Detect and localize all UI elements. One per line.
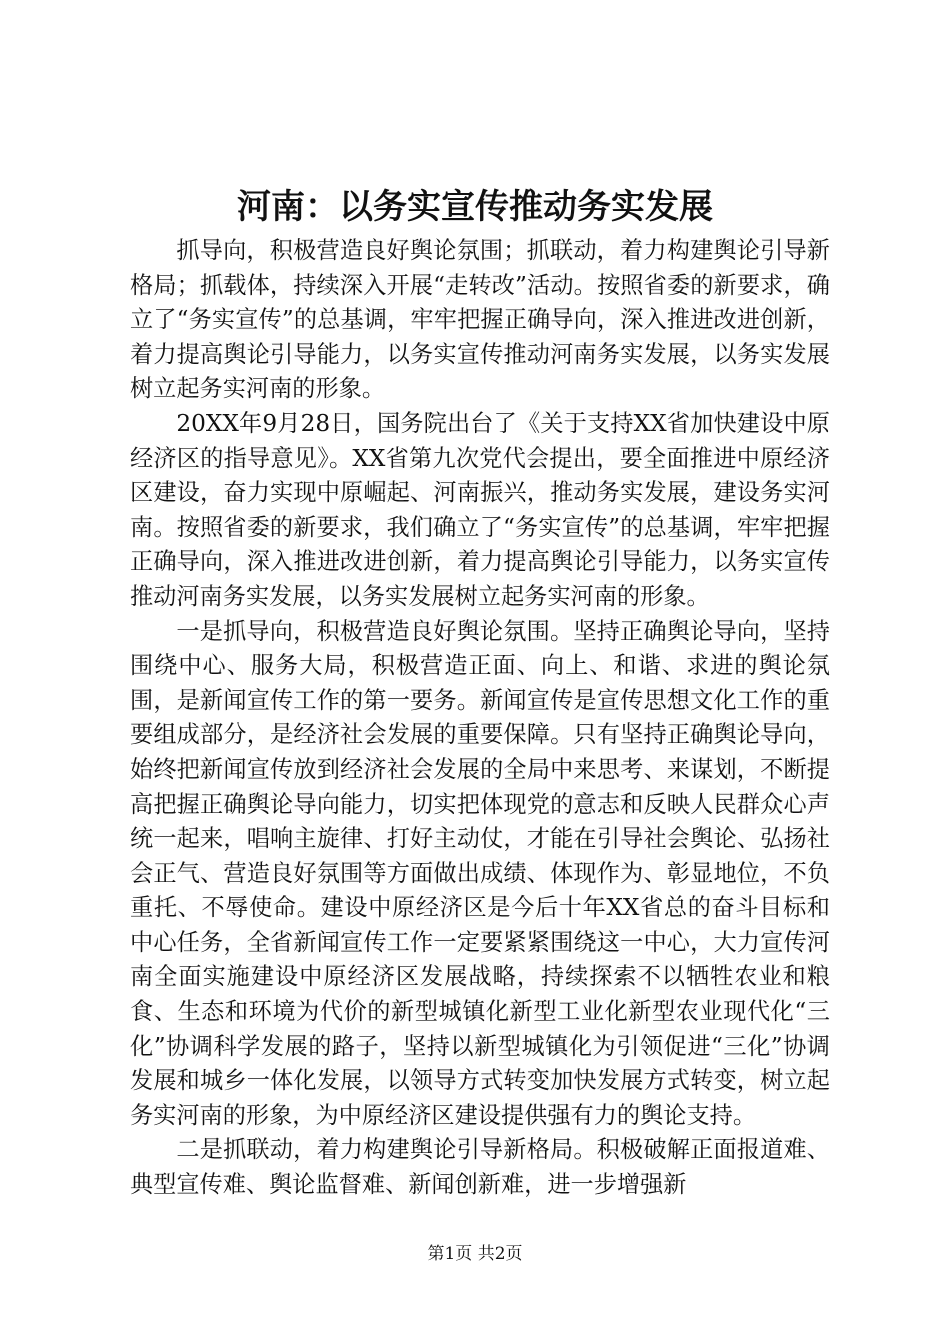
document-body [130,234,830,1203]
paragraph-3: 一是抓导向，积极营造良好舆论氛围。坚持正确舆论导向，坚持围绕中心、服务大局，积极营造正面、向上、和谐、求进的舆论氛围，是新闻宣传工作的第一要务。新闻宣传是宣传思想文化工作的重要组成部分，是经济社会发展的重要保障。只有坚持正确舆论导向，始终把新闻宣传放到经济社会发展的全局中来思考、来谋划，不断提高把握正确舆论导向能力，切实把体现党的意志和反映人民群众心声统一起来，唱响主旋律、打好主动仗，才能在引导社会舆论、弘扬社会正气、营造良好氛围等方面做出成绩、体现作为、彰显地位，不负重托、不辱使命。建设中原经济区是今后十年XX省总的奋斗目标和中心任务，全省新闻宣传工作一定要紧紧围绕这一中心，大力宣传河南全面实施建设中原经济区发展战略，持续探索不以牺牲农业和粮食、生态和环境为代价的新型城镇化新型工业化新型农业现代化“三化”协调科学发展的路子，坚持以新型城镇化为引领促进“三化”协调发展和城乡一体化发展，以领导方式转变加快发展方式转变，树立起务实河南的形象，为中原经济区建设提供强有力的舆论支持。 [130,617,830,1129]
document-title: 河南：以务实宣传推动务实发展 [237,187,713,227]
paragraph-4: 二是抓联动，着力构建舆论引导新格局。积极破解正面报道难、典型宣传难、舆论监督难、新闻创新难，进一步增强新 [130,1136,830,1199]
paragraph-2: 20XX年9月28日，国务院出台了《关于支持XX省加快建设中原经济区的指导意见》。XX省第九次党代会提出，要全面推进中原经济区建设，奋力实现中原崛起、河南振兴，推动务实发展，建设务实河南。按照省委的新要求，我们确立了“务实宣传”的总基调，牢牢把握正确导向，深入推进改进创新，着力提高舆论引导能力，以务实宣传推动河南务实发展，以务实发展树立起务实河南的形象。 [130,409,830,610]
paragraph-1: 抓导向，积极营造良好舆论氛围；抓联动，着力构建舆论引导新格局；抓载体，持续深入开展“走转改”活动。按照省委的新要求，确立了“务实宣传”的总基调，牢牢把握正确导向，深入推进改进创新，着力提高舆论引导能力，以务实宣传推动河南务实发展，以务实发展树立起务实河南的形象。 [130,237,830,403]
page-number-footer: 第1页 共2页 [427,1244,523,1264]
